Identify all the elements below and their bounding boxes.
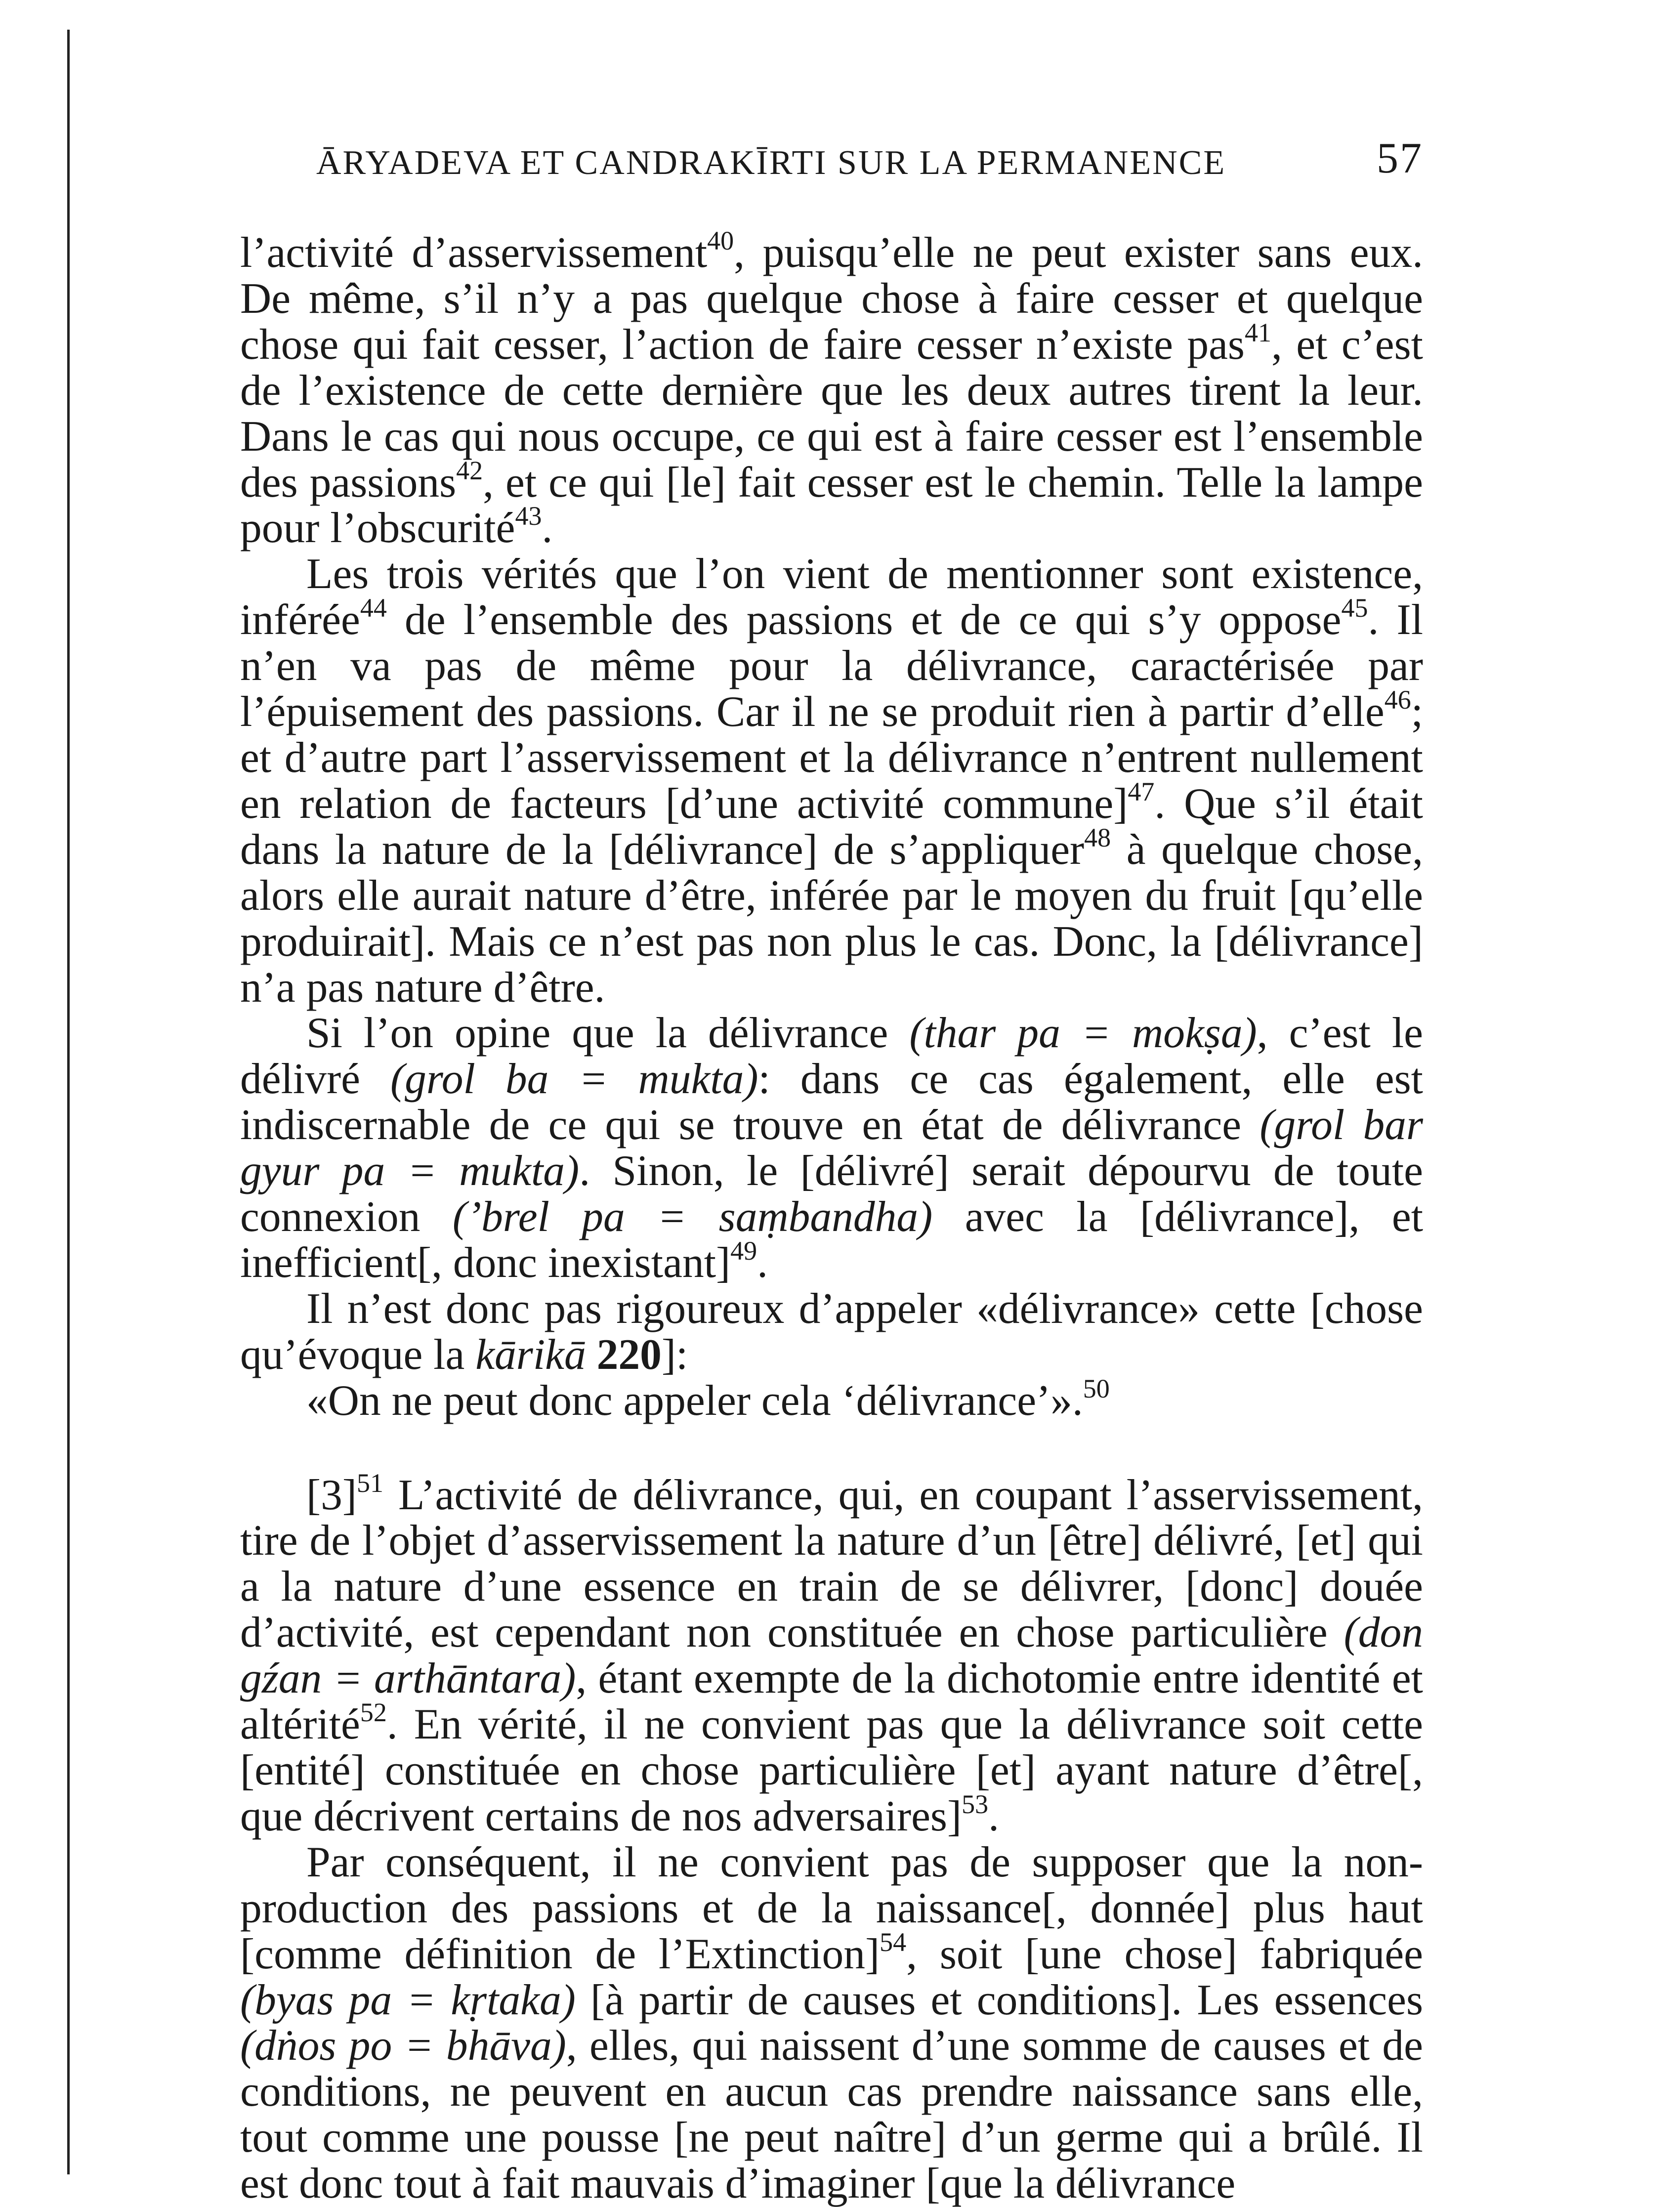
paragraph — [240, 1373, 1423, 1424]
text-run: [à partir de causes et conditions]. Les essences — [575, 1975, 1423, 2024]
paragraph — [240, 551, 1423, 1010]
page-number: 57 — [1377, 134, 1423, 182]
italic-term: (grol bar gyur pa = mukta) — [240, 1101, 1423, 1195]
footnote-marker: 45 — [1341, 593, 1368, 623]
footnote-marker: 49 — [730, 1235, 757, 1266]
text-run: l’activité d’asservissement — [240, 228, 708, 276]
italic-term: (grol ba = mukta) — [390, 1055, 758, 1103]
text-run: à quelque chose, alors elle aurait nature d’être, inférée par le moyen du fruit [qu’elle produirait]. Mais ce n’est pas non plus le cas. Donc, la [délivrance] n’a pas nature d’être. — [240, 825, 1423, 1011]
footnote-marker: 53 — [962, 1789, 989, 1819]
text-run: , et ce qui [le] fait cesser est le chemin. Telle la lampe pour l’obscurité — [240, 458, 1423, 552]
running-title: ĀRYADEVA ET CANDRAKĪRTI SUR LA PERMANENCE — [316, 144, 1226, 182]
text-run: : dans ce cas également, elle est indiscernable de ce qui se trouve en état de délivrance — [240, 1055, 1423, 1149]
page-binding-line — [67, 30, 70, 2174]
text-run: . Sinon, le [délivré] serait dépourvu de toute connexion — [240, 1146, 1423, 1241]
footnote-marker: 40 — [707, 225, 734, 255]
italic-term: (don gźan = arthāntara) — [240, 1608, 1423, 1702]
text-run: Par conséquent, il ne convient pas de supposer que la non-production des passions et de la naissance[, donnée] plus haut [comme définition de l’Extinction] — [240, 1837, 1423, 1978]
text-run: , puisqu’elle ne peut exister sans eux. De même, s’il n’y a pas quelque chose à faire cesser et quelque chose qui fait cesser, l’action de faire cesser n’existe pas — [240, 228, 1423, 368]
text-run: , soit [une chose] fabriquée — [906, 1929, 1423, 1978]
italic-term: (dṅos po = bhāva) — [240, 2021, 566, 2070]
footnote-marker: 41 — [1244, 317, 1271, 347]
paragraph — [240, 225, 1423, 552]
text-run: . — [988, 1791, 999, 1840]
footnote-marker: 42 — [456, 455, 483, 485]
paragraph — [240, 1468, 1423, 1840]
footnote-marker: 51 — [357, 1468, 384, 1498]
text-run: , et c’est de l’existence de cette dernière que les deux autres tirent la leur. Dans le cas qui nous occupe, ce qui est à faire cesser est l’ensemble des passions — [240, 320, 1423, 506]
footnote-marker: 54 — [880, 1927, 907, 1957]
running-header — [316, 133, 1423, 188]
text-run: L’activité de délivrance, qui, en coupant l’asservissement, tire de l’objet d’asservissement la nature d’un [être] délivré, [et] qui a la nature d’une essence en train de se délivrer, [donc] douée d’activité, est cependant non constituée en chose particulière — [240, 1470, 1423, 1656]
text-run: , c’est le délivré — [240, 1009, 1423, 1103]
footnote-marker: 48 — [1084, 822, 1111, 852]
italic-term: (thar pa = mokṣa) — [909, 1009, 1257, 1057]
paragraph — [240, 1286, 1423, 1378]
footnote-marker: 50 — [1083, 1373, 1110, 1403]
text-run: . Que s’il était dans la nature de la [délivrance] de s’appliquer — [240, 779, 1423, 873]
body-text — [240, 225, 1424, 2207]
bold-number: 220 — [596, 1330, 662, 1378]
text-run: de l’ensemble des passions et de ce qui s’y oppose — [386, 595, 1342, 644]
text-run: [3] — [306, 1470, 357, 1519]
footnote-marker: 52 — [360, 1698, 387, 1727]
footnote-marker: 46 — [1384, 684, 1411, 715]
paragraph — [240, 1010, 1423, 1285]
text-run: avec la [délivrance], et inefficient[, donc inexistant] — [240, 1192, 1424, 1286]
text-run: , étant exempte de la dichotomie entre identité et altérité — [240, 1654, 1423, 1748]
text-run: «On ne peut donc appeler cela ‘délivrance’». — [306, 1376, 1083, 1424]
footnote-marker: 47 — [1128, 776, 1155, 806]
text-run: . En vérité, il ne convient pas que la délivrance soit cette [entité] constituée en chose particulière [et] ayant nature d’être[, que décrivent certains de nos adversaires] — [240, 1700, 1423, 1840]
footnote-marker: 44 — [360, 593, 387, 623]
text-run — [586, 1330, 597, 1378]
text-run: Il n’est donc pas rigoureux d’appeler «délivrance» cette [chose qu’évoque la — [240, 1284, 1423, 1378]
italic-term: (’brel pa = saṃbandha) — [452, 1192, 933, 1241]
text-run: . — [757, 1238, 768, 1286]
paragraph — [240, 1839, 1423, 2207]
text-run: Les trois vérités que l’on vient de mentionner sont existence, inférée — [240, 550, 1423, 644]
footnote-marker: 43 — [515, 501, 542, 531]
italic-term: (byas pa = kṛtaka) — [240, 1975, 576, 2024]
text-run: ; et d’autre part l’asservissement et la délivrance n’entrent nullement en relation de facteurs [d’une activité commune] — [240, 687, 1423, 827]
text-run: Si l’on opine que la délivrance — [306, 1009, 910, 1057]
text-run: . Il n’en va pas de même pour la délivrance, caractérisée par l’épuisement des passions. Car il ne se produit rien à partir d’elle — [240, 595, 1423, 736]
text-run: , elles, qui naissent d’une somme de causes et de conditions, ne peuvent en aucun cas prendre naissance sans elle, tout comme une pousse [ne peut naître] d’un germe qui a brûlé. Il est donc tout à fait mauvais d’imaginer [que la délivrance — [240, 2021, 1423, 2207]
italic-term: kārikā — [475, 1330, 586, 1378]
text-run: ]: — [661, 1330, 688, 1378]
text-run: . — [542, 504, 553, 552]
